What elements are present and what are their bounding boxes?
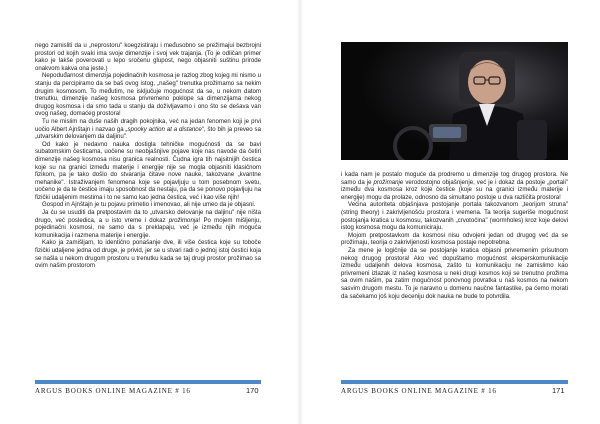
text-run: Tu ne mislim na duše naših dragih pokojnika, već na jedan fenomen koji je prvi uočio Albert Ajnštajn i nazvao ga [35,117,261,133]
body-paragraph [341,232,568,247]
text-run: i kada nam je postalo moguće da prodremo u dimenzije tog drugog prostora. Ne samo da je [341,171,568,186]
text-run: Gospod in Ajnštajn je tu pojavu primetio i imenovao, ali nije umeo da je objasni. [42,201,256,209]
body-paragraph [35,118,261,141]
footer-rule-right [341,380,568,384]
text-run: , što bih ja preveo sa „utvarskim delovanjem da daljinu". [35,125,261,141]
text-run: Mojom pretpostavkom da kosmosi nisu odvojeni jedan od drugog već da se prožimaju, teorija o zakrivljenosti kosmosa postaje nepotrebna. [341,231,568,247]
body-paragraph [35,201,261,209]
page-number-left: 170 [246,386,259,395]
body-paragraph [35,72,261,118]
portrait-photo [341,42,568,160]
italic-text-run: prožimonja [168,216,199,224]
text-run: Od kako je nedavno nauka dostigla tehničke mogućnosti da se bavi subatomskim česticama, uočene su neobjašnjive pojave koje nas navode da četiri dimenzije našeg kosmosa nisu granica realnosti. Čudna igra tih najsitnijih čestica koje su na granici između materije i energije nije se mogla objasniti klasičnom fizikom, pa je tako došlo do stvaranja čitave nove nauke, takozvane „kvantne mehanike". Istraživanjem fenomena koje se pojavljuju u tom posebnom svetu, uočeno je da te čestice imaju sposobnost da nestaju, pa da se ponovo pojavljuju na fizički udaljenim mestima i to ne samo kao jedna čestica, već i kao više njih! [35,140,261,201]
text-run: Nepoduđarnost dimenzija pojedinačnih kosmosa je razlog zbog kojeg mi nismo u stanju da percipiramo da se baš ovog istog, „našeg" trenutka prožimamo sa nekim drugim kosmosom. To međutim, ne isključuje mogućnost da se, u nekom datom trenutku, dimenzije našeg kosmosa privremeno poklope sa dimenzijama nekog drugog kosmosa i da smo tada u stanju da doživljavamo i ono što se dešava van ovog našeg, domaćeg prostora! [35,72,261,118]
text-run: ! Po mojem mišljenju, pojedinačni kosmosi, ne samo da s preklapaju, već je između njih moguća komunikacija i razmena materije i energije. [35,216,261,239]
body-paragraph [341,171,568,201]
text-run: Ja ću se usuditi da pretpostavim da to „utvarsko delovanje na daljinu" nije ništa drugo, već posledica, a u isto vreme i dokaz [35,209,261,224]
wheelchair-portrait-icon [341,42,568,160]
left-body-text [35,42,261,270]
text-run: verodostojno objašnjenje, već je i dokaz da postoje „portali" između dva kosmosa kroz koje čestice (koje su na granici između materije i energije) mogu da prolaze, odnosno da simultano postoje u dva različita prostora! [341,178,568,201]
text-run: Kako ja zamišljam, to identično ponašanje dve, ili više čestica koje su toboče fizički udaljene jedna od druge, je privid, jer se u stvari radi o jednoj istoj čestici koja se našla u nekom drugom prostoru u trenutku kada se taj drugi prostor prožimao sa ovim našim prostorom [35,239,261,270]
italic-text-run: prožimanje [373,178,404,186]
page-number-right: 171 [552,386,565,395]
right-body-text [341,171,568,300]
book-gutter [297,0,303,424]
italic-text-run: „spooky action at a distance" [125,125,204,133]
footer-rule-left [35,380,261,384]
body-paragraph [341,201,568,231]
text-run: Za mene je logičnije da se postojanje kratica objasni privremenim prisutnom nekog drugog prostora! Ako već dopuštamo mogućnost eksperskomunikacije između udaljenih delova kosmosa, zašto tu komunikaciju ne zamislimo kao privremeni izlazak iz našeg kosmosa u neki drugi kosmos koji se trenutno prožima sa ovim našim, pa zatim mogućnost ponovnog povratka u naš kosmos na nekom sasvim drugom mestu. To je naravno u domenu naučne fantastike, pa ćemo morati da sačekamo još koju deceniju dok nauka ne bude to potvrdila. [341,246,568,300]
body-paragraph [35,209,261,239]
body-paragraph [341,247,568,300]
text-run: nego zamisliti da u „neprostoru" koegzistiraju i međusobno se prežimajui bezbrojni prostori od kojih svaki ima svoje dimenzije i svoj vek trajanja. (To je odličan primer kako je lakše poverovati u lepo sročenu glupost, nego objasniti suštinu prirode onakvom kakva ona jeste.) [35,42,261,72]
footer-magazine-title-right: ARGUS BOOKS ONLINE MAGAZINE # 16 [341,387,497,395]
footer-magazine-title-left: ARGUS BOOKS ONLINE MAGAZINE # 16 [35,387,191,395]
body-paragraph [35,141,261,202]
text-run: Većina autoriteta objašnjava postojanje portala takozvanom „teorijom struna" (string theory) i zakrivljenošću prostora i vremena. Ta teorija sugeriše mogućnost postojanja kratica u kosmosu, takozvanih „crvotočina" (wormholes) kroz koje delovi istog kosmosa mogu da komuniciraju. [341,201,568,232]
body-paragraph [35,239,261,269]
body-paragraph [35,42,261,72]
